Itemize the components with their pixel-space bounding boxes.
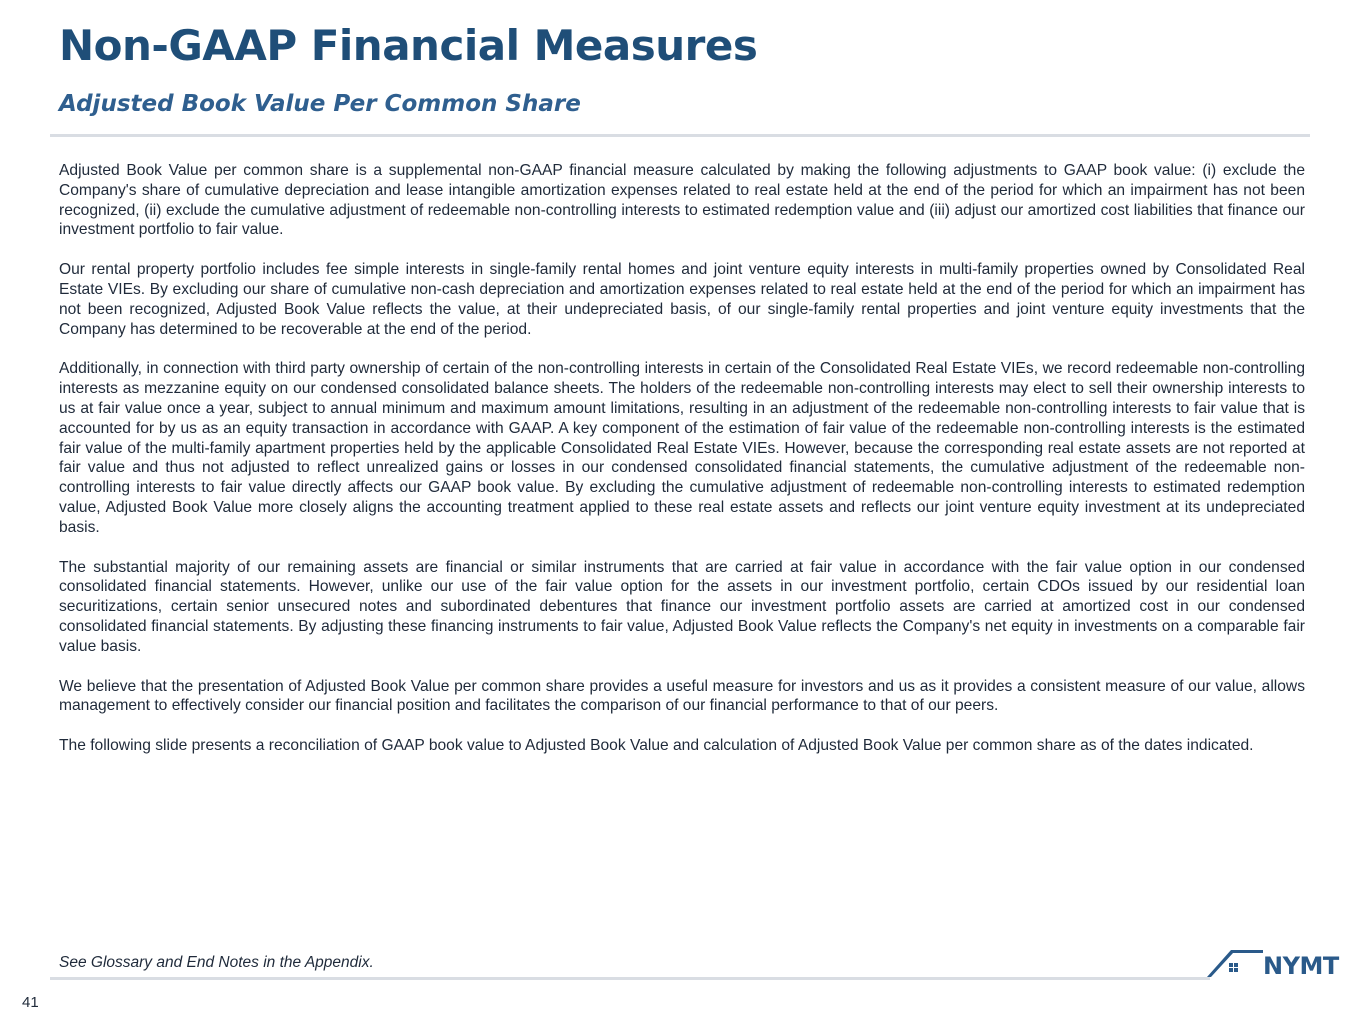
house-icon: [1205, 946, 1265, 980]
page-number: 41: [22, 994, 39, 1011]
page-title: Non-GAAP Financial Measures: [59, 21, 758, 70]
body-text: [59, 161, 1305, 776]
logo-wordmark: NYMT: [1263, 952, 1339, 980]
footer-divider: [50, 977, 1210, 980]
paragraph-noncontrolling-interests: Additionally, in connection with third party ownership of certain of the non-controlling interests in certain of the Consolidated Real Estate VIEs, we record redeemable non-controlling interests as mezzanine equity on our condensed consolidated balance sheets. The holders of the redeemable non-controlling interests may elect to sell their ownership interests to us at fair value once a year, subject to annual minimum and maximum amount limitations, resulting in an adjustment of the redeemable non-controlling interests to fair value that is accounted for by us as an equity transaction in accordance with GAAP. A key component of the estimation of fair value of the redeemable non-controlling interests is the estimated fair value of the multi-family apartment properties held by the applicable Consolidated Real Estate VIEs. However, because the corresponding real estate assets are not reported at fair value and thus not adjusted to reflect unrealized gains or losses in our condensed consolidated financial statements, the cumulative adjustment of the redeemable non-controlling interests to fair value directly affects our GAAP book value. By excluding the cumulative adjustment of redeemable non-controlling interests to estimated redemption value, Adjusted Book Value more closely aligns the accounting treatment applied to these real estate assets and reflects our joint venture equity investment at its undepreciated basis.: [59, 360, 1305, 536]
paragraph-fair-value: The substantial majority of our remaining assets are financial or similar instruments that are carried at fair value in accordance with the fair value option in our condensed consolidated financial statements. However, unlike our use of the fair value option for the assets in our investment portfolio, certain CDOs issued by our residential loan securitizations, certain senior unsecured notes and subordinated debentures that finance our investment portfolio assets are carried at amortized cost in our condensed consolidated financial statements. By adjusting these financing instruments to fair value, Adjusted Book Value reflects the Company's net equity in investments on a comparable fair value basis.: [59, 558, 1305, 655]
paragraph-rental-portfolio: Our rental property portfolio includes fee simple interests in single-family rental homes and joint venture equity interests in multi-family properties owned by Consolidated Real Estate VIEs. By excluding our share of cumulative non-cash depreciation and amortization expenses related to real estate held at the end of the period for which an impairment has not been recognized, Adjusted Book Value reflects the value, at their undepreciated basis, of our single-family rental properties and joint venture equity investments that the Company has determined to be recoverable at the end of the period.: [59, 261, 1305, 338]
paragraph-definition: Adjusted Book Value per common share is a supplemental non-GAAP financial measure calculated by making the following adjustments to GAAP book value: (i) exclude the Company's share of cumulative depreciation and lease intangible amortization expenses related to real estate held at the end of the period for which an impairment has not been recognized, (ii) exclude the cumulative adjustment of redeemable non-controlling interests to estimated redemption value and (iii) adjust our amortized cost liabilities that finance our investment portfolio to fair value.: [59, 162, 1305, 239]
paragraph-usefulness: We believe that the presentation of Adjusted Book Value per common share provides a useful measure for investors and us as it provides a consistent measure of our value, allows management to effectively consider our financial position and facilitates the comparison of our financial performance to that of our peers.: [59, 677, 1305, 715]
paragraph-reconciliation: The following slide presents a reconciliation of GAAP book value to Adjusted Book Value and calculation of Adjusted Book Value per common share as of the dates indicated.: [59, 737, 1254, 755]
footnote: See Glossary and End Notes in the Appendix.: [59, 954, 374, 971]
company-logo: [1205, 946, 1345, 982]
page-subtitle: Adjusted Book Value Per Common Share: [59, 91, 581, 117]
header-divider: [50, 134, 1310, 137]
